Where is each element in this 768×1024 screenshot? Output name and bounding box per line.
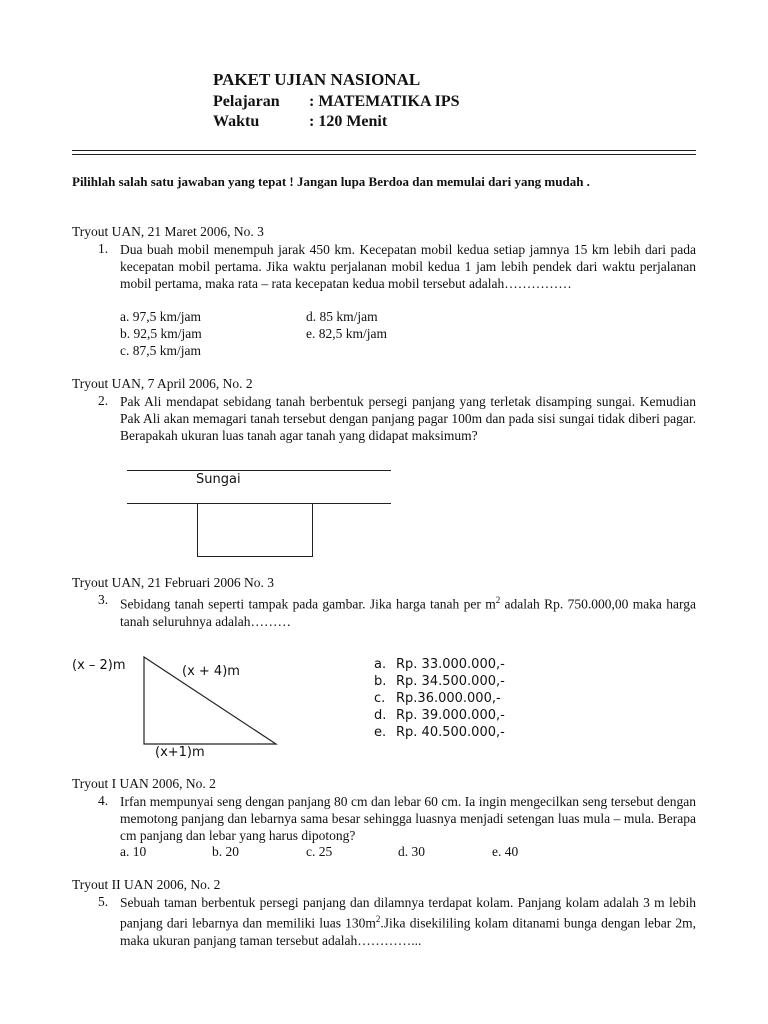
question-4-option-d: d. 30 xyxy=(398,844,425,859)
triangle-left-label: (x – 2)m xyxy=(72,658,126,673)
question-1-source: Tryout UAN, 21 Maret 2006, No. 3 xyxy=(72,224,264,239)
river-bank-top xyxy=(127,470,391,471)
question-4-option-a: a. 10 xyxy=(120,844,147,859)
question-4-option-c: c. 25 xyxy=(306,844,333,859)
question-1-option-b: b. 92,5 km/jam xyxy=(120,326,202,341)
header-divider-top xyxy=(72,150,696,151)
instruction: Pilihlah salah satu jawaban yang tepat ! Jangan lupa Berdoa dan memulai dari yang mudah . xyxy=(72,174,590,189)
question-4-number: 4. xyxy=(98,793,109,808)
question-3-option-a: a. Rp. 33.000.000,- xyxy=(374,657,505,672)
question-3-text-part2: adalah Rp. 750.000,00 maka harga tanah seluruhnya adalah……… xyxy=(120,596,697,629)
question-3-option-d: d. Rp. 39.000.000,- xyxy=(374,708,505,723)
question-5-text xyxy=(120,894,696,949)
document-title: PAKET UJIAN NASIONAL xyxy=(213,70,421,89)
question-2-number: 2. xyxy=(98,393,109,408)
question-1-option-c: c. 87,5 km/jam xyxy=(120,343,201,358)
question-4-text: Irfan mempunyai seng dengan panjang 80 cm dan lebar 60 cm. Ia ingin mengecilkan seng tersebut dengan memotong panjang dan lebarnya sama besar sehingga luasnya menjadi setengan luas mula – mula. Berapa cm panjang dan lebar yang harus dipotong? xyxy=(120,794,696,843)
header-divider-bottom xyxy=(72,154,696,155)
river-label: Sungai xyxy=(196,472,241,487)
question-3-source: Tryout UAN, 21 Februari 2006 No. 3 xyxy=(72,575,274,590)
question-1-number: 1. xyxy=(98,241,109,256)
question-1-option-a: a. 97,5 km/jam xyxy=(120,309,201,324)
question-2-source: Tryout UAN, 7 April 2006, No. 2 xyxy=(72,376,253,391)
question-3-text-part1: Sebidang tanah seperti tampak pada gambar. Jika harga tanah per m xyxy=(120,596,496,612)
subject-label: Pelajaran xyxy=(213,93,280,110)
question-3-option-b: b. Rp. 34.500.000,- xyxy=(374,674,505,689)
triangle-bottom-label: (x+1)m xyxy=(155,745,205,760)
time-label: Waktu xyxy=(213,113,260,130)
question-1-text: Dua buah mobil menempuh jarak 450 km. Kecepatan mobil kedua setiap jamnya 15 km lebih dari pada kecepatan mobil pertama. Jika waktu perjalanan mobil kedua 1 jam lebih pendek dari waktu perjalanan mobil pertama, maka rata – rata kecepatan kedua mobil tersebut adalah…………… xyxy=(120,242,696,291)
question-1-option-d: d. 85 km/jam xyxy=(306,309,378,324)
question-5-number: 5. xyxy=(98,894,109,909)
question-3-text xyxy=(120,592,696,630)
question-5-source: Tryout II UAN 2006, No. 2 xyxy=(72,877,221,892)
question-5-text-part1: Sebuah taman berbentuk persegi panjang dan dilamnya terdapat kolam. Panjang kolam adalah 3 m lebih panjang dari lebarnya dan memiliki luas 130m xyxy=(120,895,696,931)
subject-row xyxy=(213,93,460,111)
triangle-hypotenuse-label: (x + 4)m xyxy=(182,664,240,679)
question-4-option-e: e. 40 xyxy=(492,844,519,859)
question-1-option-e: e. 82,5 km/jam xyxy=(306,326,387,341)
time-row xyxy=(213,113,387,131)
question-5-text-part2: .Jika disekililing kolam ditanami bunga dengan lebar 2m, maka ukuran panjang taman tersebut adalah…………... xyxy=(120,915,696,948)
question-4-source: Tryout I UAN 2006, No. 2 xyxy=(72,776,216,791)
question-2-text: Pak Ali mendapat sebidang tanah berbentuk persegi panjang yang terletak disamping sungai. Kemudian Pak Ali akan memagari tanah tersebut dengan panjang pagar 100m dan pada sisi sungai tidak diberi pagar. Berapakah ukuran luas tanah agar tanah yang didapat maksimum? xyxy=(120,394,696,443)
question-4-option-b: b. 20 xyxy=(212,844,239,859)
time-value: : 120 Menit xyxy=(309,113,388,130)
question-3-option-e: e. Rp. 40.500.000,- xyxy=(374,725,505,740)
land-rectangle xyxy=(197,503,313,557)
subject-value: : MATEMATIKA IPS xyxy=(309,93,460,110)
question-3-number: 3. xyxy=(98,592,109,607)
question-3-options xyxy=(374,656,505,741)
question-3-option-c: c. Rp.36.000.000,- xyxy=(374,691,501,706)
question-5-superscript: 2 xyxy=(375,914,381,924)
question-3-superscript: 2 xyxy=(495,595,501,605)
